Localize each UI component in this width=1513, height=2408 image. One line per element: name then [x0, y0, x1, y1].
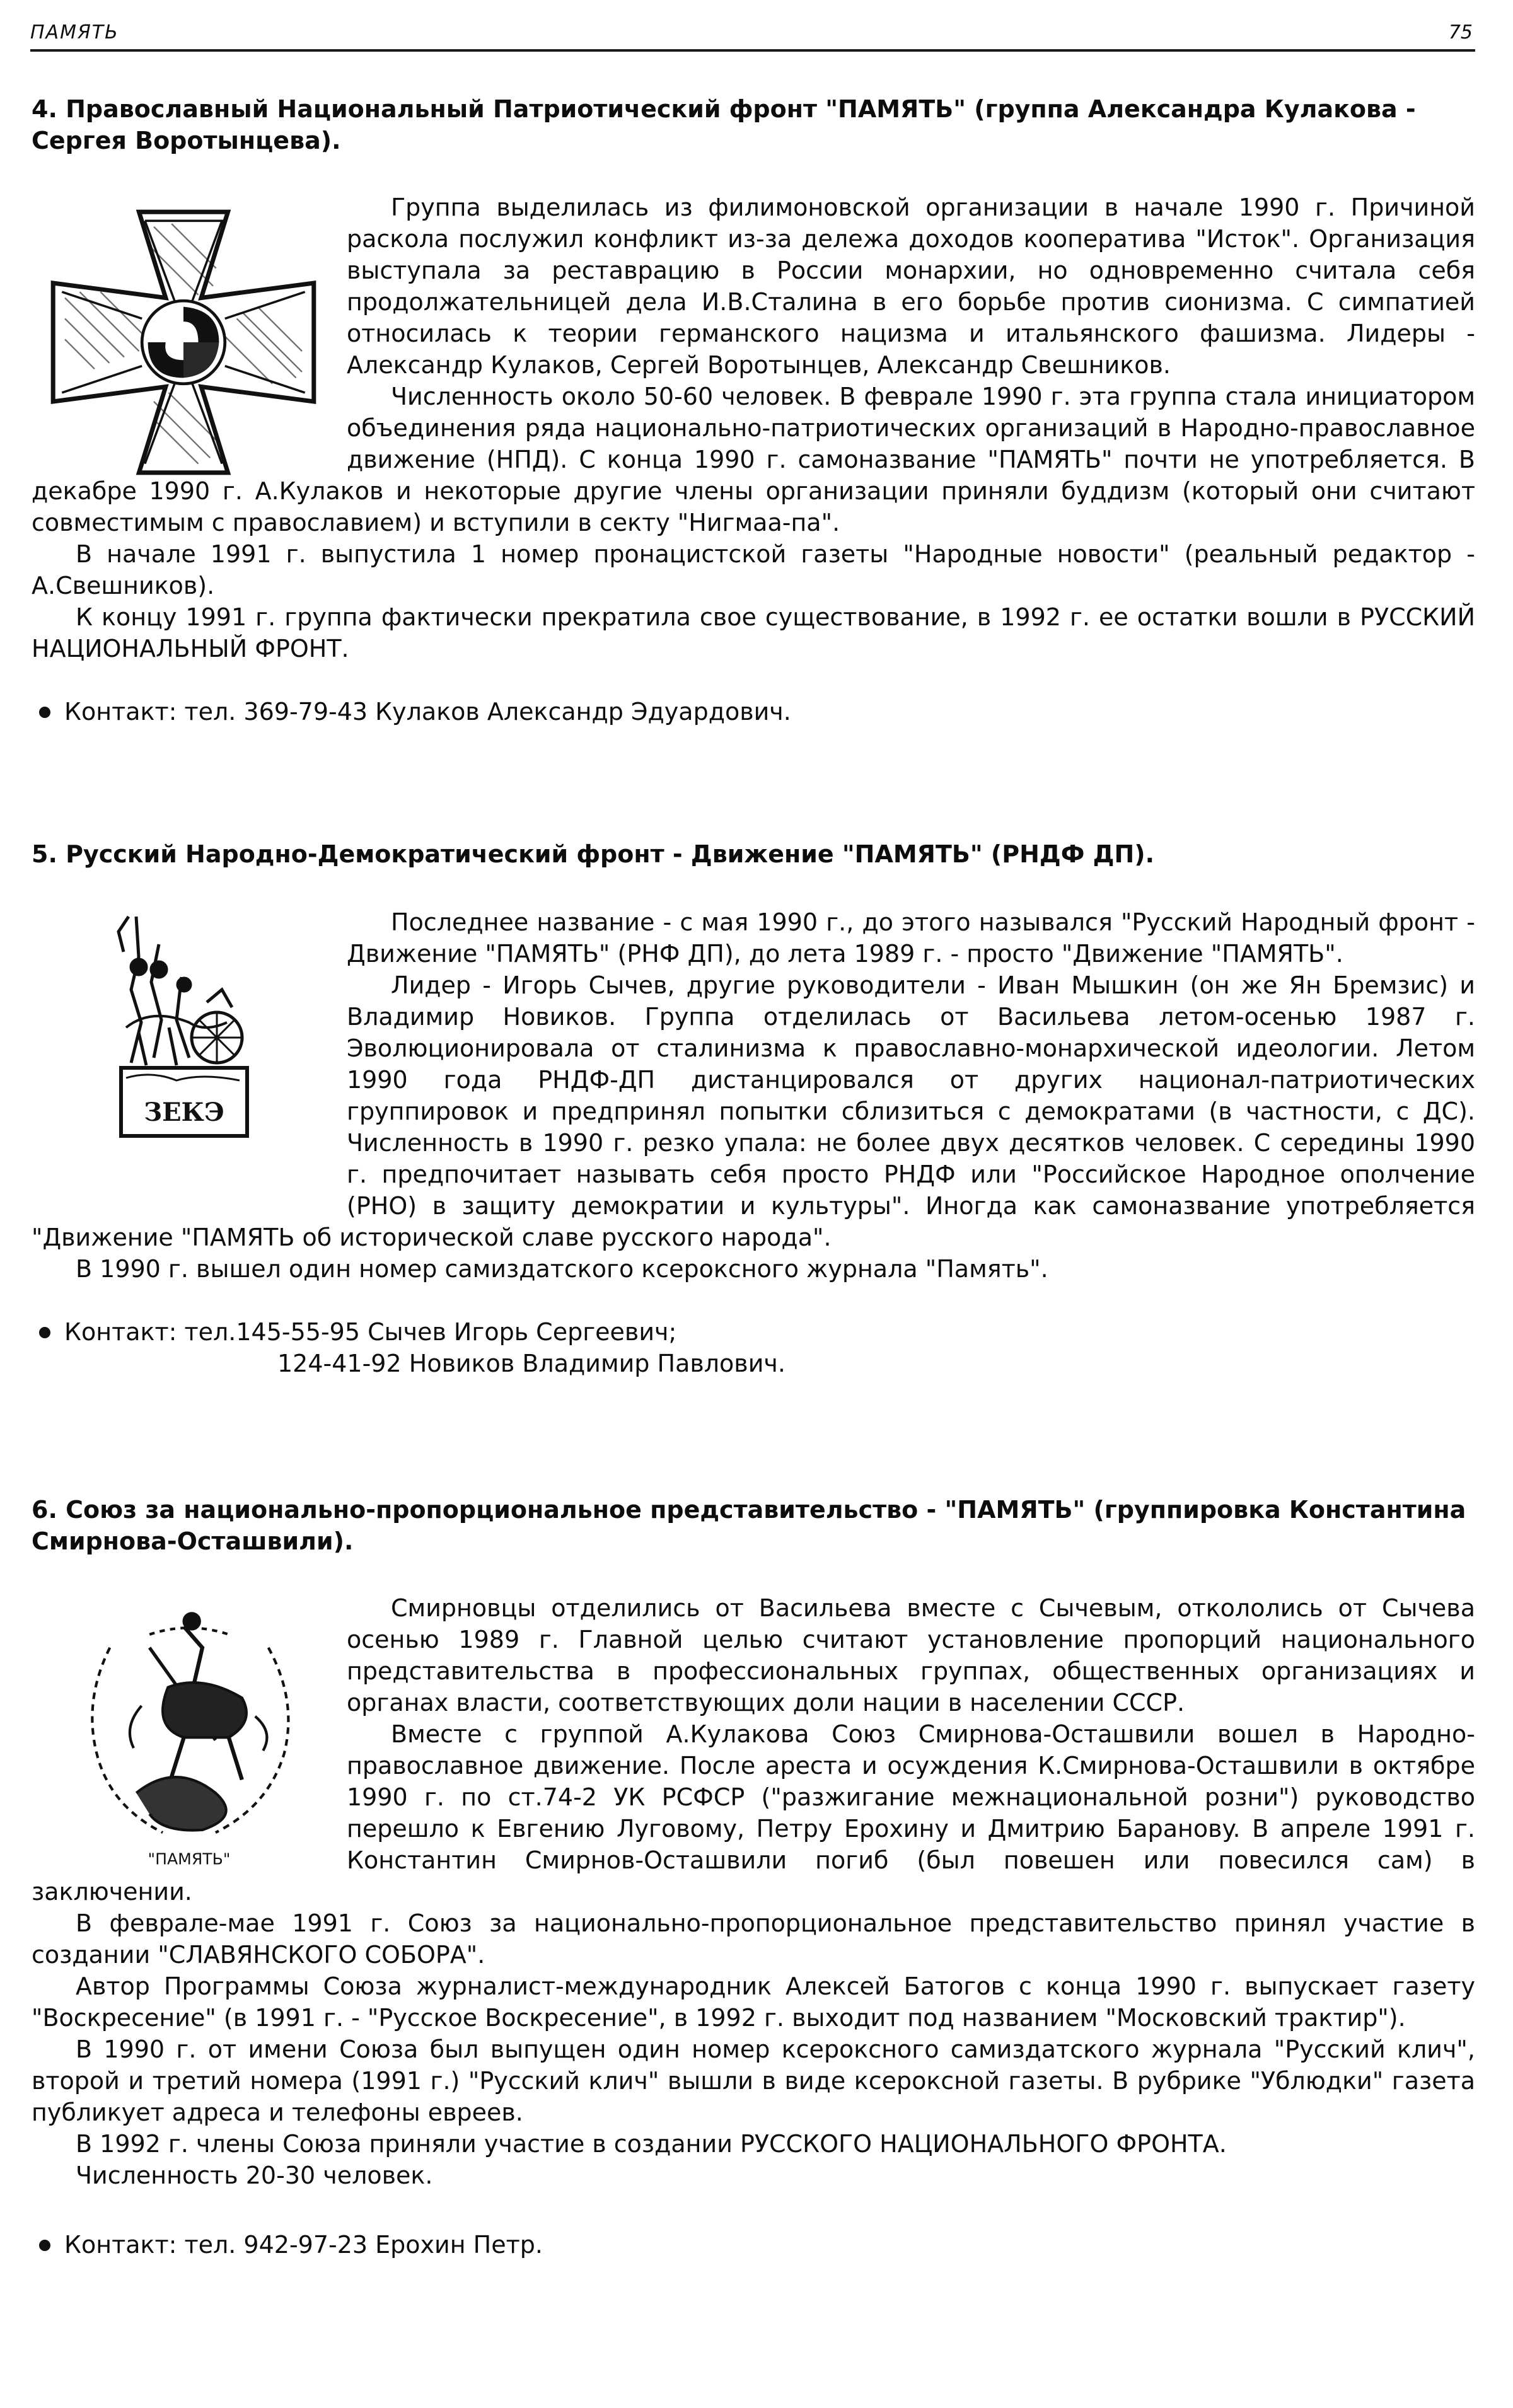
contact-line: Контакт: тел. 369-79-43 Кулаков Александр Эдуардович.	[32, 696, 1475, 727]
section-4	[32, 93, 1475, 727]
contact-line: Контакт: тел.145-55-95 Сычев Игорь Сергеевич;	[32, 1316, 1475, 1348]
section-5	[32, 838, 1475, 1379]
paragraph: Автор Программы Союза журналист-международник Алексей Батогов с конца 1990 г. выпускает газету "Воскресение" (в 1991 г. - "Русское Воскресение", в 1992 г. выходит под названием "Московский трактир").	[32, 1972, 1475, 2032]
bullet-icon	[39, 707, 50, 718]
section-6	[32, 1494, 1475, 2260]
paragraph: В 1990 г. от имени Союза был выпущен один номер ксероксного самиздатского журнала "Русский клич", второй и третий номера (1991 г.) "Русский клич" вышли в виде ксероксной газеты. В рубрике "Ублюдки" газета публикует адреса и телефоны евреев.	[32, 2035, 1475, 2126]
paragraph: К концу 1991 г. группа фактически прекратила свое существование, в 1992 г. ее остатки вошли в РУССКИЙ НАЦИОНАЛЬНЫЙ ФРОНТ.	[32, 603, 1475, 663]
section-heading: 6. Союз за национально-пропорциональное представительство - "ПАМЯТЬ" (группировка Константина Смирнова-Осташвили).	[32, 1496, 1466, 1555]
contact-line: Контакт: тел. 942-97-23 Ерохин Петр.	[32, 2229, 1475, 2260]
paragraph: В 1990 г. вышел один номер самиздатского ксероксного журнала "Память".	[76, 1255, 1048, 1283]
paragraph: Численность 20-30 человек.	[76, 2162, 433, 2189]
paragraph: Последнее название - с мая 1990 г., до этого назывался "Русский Народный фронт - Движение "ПАМЯТЬ" (РНФ ДП), до лета 1989 г. - просто "Движение "ПАМЯТЬ".	[347, 908, 1475, 968]
paragraph: В феврале-мае 1991 г. Союз за национально-пропорциональное представительство принял участие в создании "СЛАВЯНСКОГО СОБОРА".	[32, 1909, 1475, 1969]
st-george-seal-emblem-icon	[57, 1595, 322, 1872]
bullet-icon	[39, 1327, 50, 1338]
paragraph: Вместе с группой А.Кулакова Союз Смирнова-Осташвили вошел в Народно-православное движение. После ареста и осуждения К.Смирнова-Осташвили в октябре 1990 г. по ст.74-2 УК РСФСР ("разжигание межнациональной розни") руководство перешло к Евгению Луговому, Петру Ерохину и Дмитрию Барановy. В апреле 1991 г. Константин Смирнов-Осташвили погиб (был повешен или повесился сам) в заключении.	[32, 1720, 1475, 1906]
contact-line: 124-41-92 Новиков Владимир Павлович.	[277, 1350, 785, 1377]
figures-pedestal-emblem-icon	[101, 906, 265, 1146]
paragraph: Лидер - Игорь Сычев, другие руководители - Иван Мышкин (он же Ян Бремзис) и Владимир Новиков. Группа отделилась от Васильева летом-осенью 1987 г. Эволюционировала от сталинизма к православно-монархической идеологии. Летом 1990 года РНДФ-ДП дистанцировался от других национал-патриотических группировок и предпринял попытки сблизиться с демократами (в частности, с ДС). Численность в 1990 г. резко упала: не более двух десятков человек. С середины 1990 г. предпочитает называть себя просто РНДФ или "Российское Народное ополчение (РНО) в защиту демократии и культуры". Иногда как самоназвание употребляется "Движение "ПАМЯТЬ об исторической славе русского народа".	[32, 971, 1475, 1251]
page-number: 75	[1448, 21, 1473, 43]
emblem-caption: ЗЕКЭ	[144, 1097, 224, 1127]
section-heading: 5. Русский Народно-Демократический фронт - Движение "ПАМЯТЬ" (РНДФ ДП).	[32, 840, 1155, 868]
running-title: ПАМЯТЬ	[30, 21, 119, 43]
cross-swastika-emblem-icon	[35, 194, 332, 490]
bullet-icon	[39, 2240, 50, 2251]
paragraph: Группа выделилась из филимоновской организации в начале 1990 г. Причиной раскола послужил конфликт из-за дележа доходов кооператива "Исток". Организация выступала за реставрацию в России монархии, но одновременно считала себя продолжательницей дела И.В.Сталина в его борьбе против сионизма. С симпатией относилась к теории германского нацизма и итальянского фашизма. Лидеры - Александр Кулаков, Сергей Воротынцев, Александр Свешников.	[347, 194, 1475, 379]
paragraph: Смирновцы отделились от Васильева вместе с Сычевым, откололись от Сычева осенью 1989 г. Главной целью считают установление пропорций национального представительства в профессиональных группах, общественных организациях и органах власти, соответствующих доли нации в населении СССР.	[347, 1594, 1475, 1716]
section-heading: 4. Православный Национальный Патриотический фронт "ПАМЯТЬ" (группа Александра Кулакова - Сергея Воротынцева).	[32, 95, 1416, 154]
paragraph: Численность около 50-60 человек. В феврале 1990 г. эта группа стала инициатором объединения ряда национально-патриотических организаций в Народно-православное движение (НПД). С конца 1990 г. самоназвание "ПАМЯТЬ" почти не употребляется. В декабре 1990 г. А.Кулаков и некоторые другие члены организации приняли буддизм (который они считают совместимым с православием) и вступили в секту "Нигмаа-па".	[32, 383, 1475, 536]
paragraph: В 1992 г. члены Союза приняли участие в создании РУССКОГО НАЦИОНАЛЬНОГО ФРОНТА.	[76, 2130, 1227, 2158]
emblem-caption: "ПАМЯТЬ"	[148, 1849, 231, 1868]
paragraph: В начале 1991 г. выпустила 1 номер пронацистской газеты "Народные новости" (реальный редактор - А.Свешников).	[32, 540, 1475, 599]
running-head	[30, 18, 1475, 52]
